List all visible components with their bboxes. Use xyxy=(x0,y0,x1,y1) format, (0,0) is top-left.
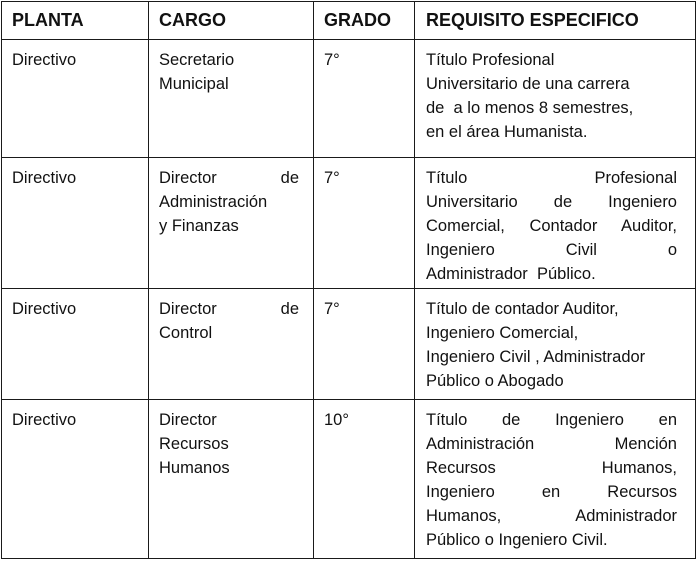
requisito-line: Título de contador Auditor, xyxy=(426,300,619,318)
grado-cell: 10° xyxy=(314,400,415,559)
planta-cell: Directivo xyxy=(2,158,149,289)
requisito-cell xyxy=(415,400,696,559)
requisito-line: Público o Abogado xyxy=(426,372,564,390)
requisito-line: en el área Humanista. xyxy=(426,123,588,141)
cargo-line: Control xyxy=(159,324,213,342)
table-row xyxy=(2,400,696,559)
cargo-line: Secretario xyxy=(159,51,235,69)
cargo-line: Humanos xyxy=(159,459,230,477)
requisito-line: Administrador Público. xyxy=(426,265,596,283)
requisito-line: Título de Ingeniero en xyxy=(426,411,677,429)
planta-cell: Directivo xyxy=(2,400,149,559)
requisito-line: de a lo menos 8 semestres, xyxy=(426,99,634,117)
requisito-line: Título Profesional xyxy=(426,51,555,69)
grado-cell: 7° xyxy=(314,158,415,289)
cargo-line: Municipal xyxy=(159,75,229,93)
cargo-line: Director xyxy=(159,411,217,429)
requisito-cell xyxy=(415,40,696,158)
cargo-line: Director de xyxy=(159,300,299,318)
header-requisito: REQUISITO ESPECIFICO xyxy=(415,2,696,40)
requisito-line: Título Profesional xyxy=(426,169,677,187)
requisito-line: Comercial, Contador Auditor, xyxy=(426,217,677,235)
cargo-line: y Finanzas xyxy=(159,217,239,235)
cargo-cell xyxy=(149,158,314,289)
requisito-line: Ingeniero Civil , Administrador xyxy=(426,348,646,366)
table-row xyxy=(2,40,696,158)
requisito-line: Ingeniero Comercial, xyxy=(426,324,579,342)
requisito-line: Administración Mención xyxy=(426,435,677,453)
cargo-cell xyxy=(149,289,314,400)
requisito-line: Humanos, Administrador xyxy=(426,507,677,525)
cargo-line: Administración xyxy=(159,193,268,211)
header-cargo: CARGO xyxy=(149,2,314,40)
requirements-table xyxy=(1,1,696,559)
cargo-line: Director de xyxy=(159,169,299,187)
table-row xyxy=(2,289,696,400)
planta-cell: Directivo xyxy=(2,289,149,400)
requisito-line: Ingeniero Civil o xyxy=(426,241,677,259)
requisito-cell xyxy=(415,289,696,400)
cargo-cell xyxy=(149,400,314,559)
requisito-line: Público o Ingeniero Civil. xyxy=(426,531,608,549)
requisito-line: Recursos Humanos, xyxy=(426,459,677,477)
table-row xyxy=(2,158,696,289)
grado-cell: 7° xyxy=(314,40,415,158)
requisito-line: Universitario de Ingeniero xyxy=(426,193,677,211)
requisito-cell xyxy=(415,158,696,289)
requisito-line: Universitario de una carrera xyxy=(426,75,630,93)
header-planta: PLANTA xyxy=(2,2,149,40)
planta-cell: Directivo xyxy=(2,40,149,158)
header-row xyxy=(2,2,696,40)
requisito-line: Ingeniero en Recursos xyxy=(426,483,677,501)
cargo-cell xyxy=(149,40,314,158)
header-grado: GRADO xyxy=(314,2,415,40)
grado-cell: 7° xyxy=(314,289,415,400)
cargo-line: Recursos xyxy=(159,435,229,453)
